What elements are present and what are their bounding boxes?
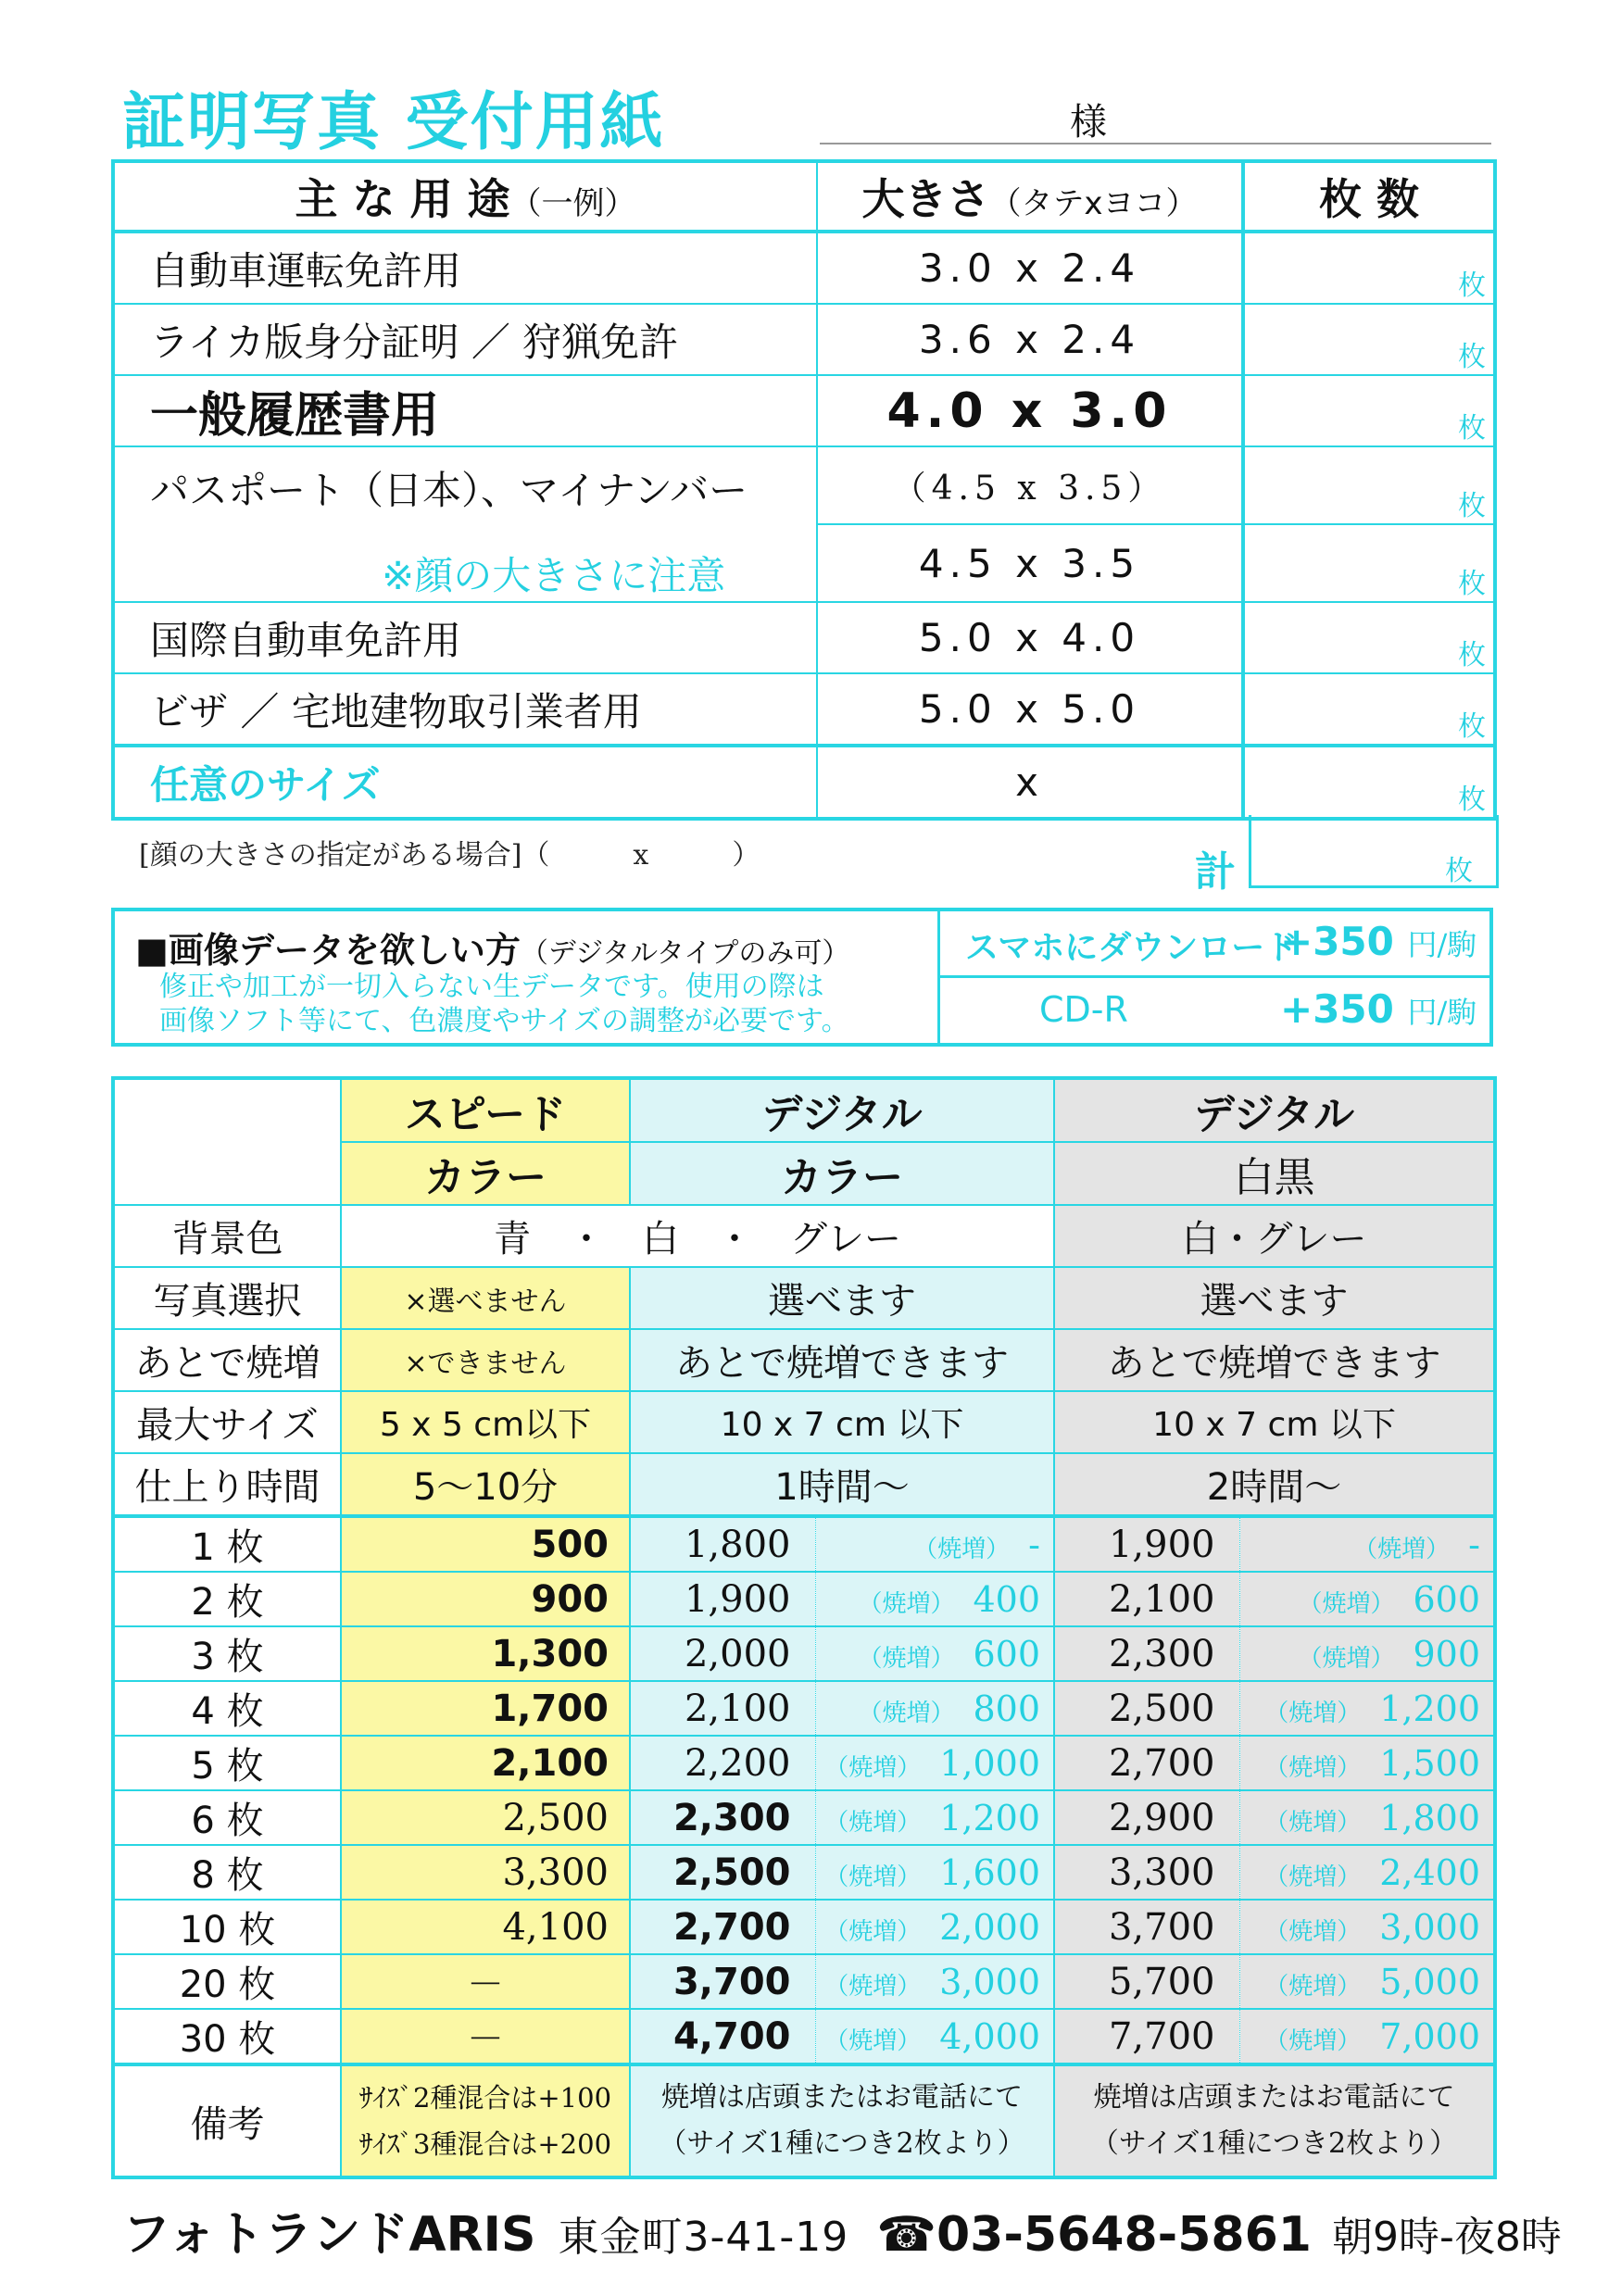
- qty-label: 2 枚: [113, 1572, 341, 1626]
- custom-size-field[interactable]: x: [817, 746, 1243, 819]
- digital-extra: （焼増） 1,600: [815, 1845, 1054, 1900]
- size-table: [111, 159, 1497, 821]
- speed-price: 3,300: [341, 1845, 630, 1900]
- size-value: 3.6 x 2.4: [817, 304, 1243, 375]
- attr-label: 最大サイズ: [113, 1391, 341, 1453]
- bw-price: 2,500: [1054, 1681, 1239, 1736]
- bw-extra: （焼増） 1,800: [1239, 1790, 1495, 1845]
- bw-value: 選べます: [1054, 1267, 1495, 1329]
- digital-data-heading: ■画像データを欲しい方（デジタルタイプのみ可）: [135, 930, 850, 971]
- digital-extra: （焼増） 4,000: [815, 2009, 1054, 2064]
- speed-value: 5～10分: [341, 1453, 630, 1516]
- size-row: [113, 304, 1495, 375]
- page-title: 証明写真 受付用紙: [122, 86, 665, 159]
- qty-row: [113, 2009, 1495, 2064]
- count-field[interactable]: 枚: [1243, 375, 1495, 446]
- speed-value: ×選べません: [341, 1267, 630, 1329]
- shop-footer: [122, 2195, 1562, 2265]
- col-speed-subtitle: カラー: [341, 1142, 630, 1205]
- digital-extra: （焼増） 600: [815, 1626, 1054, 1681]
- price-table: [111, 1076, 1497, 2179]
- speed-price: －: [341, 1954, 630, 2009]
- bw-price: 2,700: [1054, 1736, 1239, 1790]
- digital-extra: （焼増） 2,000: [815, 1900, 1054, 1954]
- price-header-row-1: [113, 1078, 1495, 1142]
- bw-extra: （焼増） 1,200: [1239, 1681, 1495, 1736]
- speed-price: 2,100: [341, 1736, 630, 1790]
- bw-price: 5,700: [1054, 1954, 1239, 2009]
- qty-row: [113, 1900, 1495, 1954]
- bw-price: 2,100: [1054, 1572, 1239, 1626]
- digital-price: 1,900: [630, 1572, 815, 1626]
- digital-data-description: 修正や加工が一切入らない生データです。使用の際は: [159, 971, 824, 1003]
- bw-extra: （焼増） 3,000: [1239, 1900, 1495, 1954]
- digital-price: 2,100: [630, 1681, 815, 1736]
- qty-label: 5 枚: [113, 1736, 341, 1790]
- attr-row: [113, 1205, 1495, 1267]
- use-label: 国際自動車免許用: [113, 602, 817, 673]
- attr-label: 仕上り時間: [113, 1453, 341, 1516]
- digital-price: 2,200: [630, 1736, 815, 1790]
- bw-extra: （焼増） -: [1239, 1516, 1495, 1572]
- face-size-spec-field[interactable]: [顔の大きさの指定がある場合]（ x ）: [139, 839, 760, 872]
- blank-header: [113, 1078, 341, 1205]
- size-value: （4.5 x 3.5）: [817, 446, 1243, 524]
- speed-value: 5 x 5 cm以下: [341, 1391, 630, 1453]
- size-table-header: [113, 161, 1495, 232]
- bw-extra: （焼増） 900: [1239, 1626, 1495, 1681]
- qty-label: 30 枚: [113, 2009, 341, 2064]
- attr-row: [113, 1329, 1495, 1391]
- face-size-notice: ※顔の大きさに注意: [382, 553, 726, 598]
- col-bw-subtitle: 白黒: [1054, 1142, 1495, 1205]
- speed-price: 4,100: [341, 1900, 630, 1954]
- notes-label: 備考: [113, 2064, 341, 2177]
- shop-phone: ☎03-5648-5861: [876, 2207, 1312, 2263]
- notes-row: [113, 2064, 1495, 2177]
- size-value: 5.0 x 5.0: [817, 673, 1243, 746]
- bw-price: 3,700: [1054, 1900, 1239, 1954]
- shop-hours: 朝9時-夜8時: [1331, 2214, 1562, 2261]
- use-label: ビザ ／ 宅地建物取引業者用: [113, 673, 817, 746]
- count-field[interactable]: 枚: [1243, 232, 1495, 304]
- qty-row: [113, 1681, 1495, 1736]
- option-cd-r[interactable]: CD-R: [1039, 989, 1128, 1030]
- option-smartphone-download[interactable]: スマホにダウンロード: [965, 929, 1299, 967]
- digital-extra: （焼増） -: [815, 1516, 1054, 1572]
- size-value: 4.0 x 3.0: [817, 375, 1243, 446]
- count-field[interactable]: 枚: [1243, 524, 1495, 602]
- option-price: +350 円/駒: [1280, 919, 1477, 964]
- bw-extra: （焼増） 7,000: [1239, 2009, 1495, 2064]
- qty-row: [113, 1954, 1495, 2009]
- digital-price: 1,800: [630, 1516, 815, 1572]
- digital-value: あとで焼増できます: [630, 1329, 1054, 1391]
- count-field[interactable]: 枚: [1243, 673, 1495, 746]
- bw-price: 2,900: [1054, 1790, 1239, 1845]
- bw-price: 7,700: [1054, 2009, 1239, 2064]
- bw-extra: （焼増） 2,400: [1239, 1845, 1495, 1900]
- col-digital-title: デジタル: [630, 1078, 1054, 1142]
- bw-notes: 焼増は店頭またはお電話にて （サイズ1種につき2枚より）: [1054, 2064, 1495, 2177]
- size-value: 3.0 x 2.4: [817, 232, 1243, 304]
- qty-label: 3 枚: [113, 1626, 341, 1681]
- use-label: パスポート（日本）、マイナンバー: [150, 468, 748, 513]
- shop-name: フォトランドARIS: [122, 2207, 536, 2263]
- qty-row: [113, 1516, 1495, 1572]
- option-price: +350 円/駒: [1280, 986, 1477, 1032]
- size-row: [113, 375, 1495, 446]
- digital-price: 3,700: [630, 1954, 815, 2009]
- count-field[interactable]: 枚: [1243, 446, 1495, 524]
- speed-price: 1,700: [341, 1681, 630, 1736]
- count-field[interactable]: 枚: [1243, 602, 1495, 673]
- speed-value: ×できません: [341, 1329, 630, 1391]
- qty-row: [113, 1626, 1495, 1681]
- speed-notes: ｻｲｽﾞ2種混合は+100 ｻｲｽﾞ3種混合は+200: [341, 2064, 630, 2177]
- digital-price: 2,500: [630, 1845, 815, 1900]
- qty-label: 20 枚: [113, 1954, 341, 2009]
- digital-value: 選べます: [630, 1267, 1054, 1329]
- header-count: 枚 数: [1243, 161, 1495, 232]
- size-row: [113, 232, 1495, 304]
- digital-price: 2,300: [630, 1790, 815, 1845]
- qty-row: [113, 1736, 1495, 1790]
- attr-row: [113, 1391, 1495, 1453]
- attr-label: 背景色: [113, 1205, 341, 1267]
- attr-row: [113, 1267, 1495, 1329]
- qty-label: 10 枚: [113, 1900, 341, 1954]
- header-size: 大きさ（タテxヨコ）: [817, 161, 1243, 232]
- customer-name-field[interactable]: [820, 143, 1491, 144]
- bw-extra: （焼増） 5,000: [1239, 1954, 1495, 2009]
- speed-price: 2,500: [341, 1790, 630, 1845]
- total-unit: 枚: [1445, 855, 1473, 887]
- speed-price: 1,300: [341, 1626, 630, 1681]
- digital-value: 1時間～: [630, 1453, 1054, 1516]
- qty-label: 1 枚: [113, 1516, 341, 1572]
- digital-extra: （焼増） 3,000: [815, 1954, 1054, 2009]
- speed-price: 900: [341, 1572, 630, 1626]
- qty-label: 8 枚: [113, 1845, 341, 1900]
- count-field[interactable]: 枚: [1243, 304, 1495, 375]
- attr-label: 写真選択: [113, 1267, 341, 1329]
- size-value: 4.5 x 3.5: [817, 524, 1243, 602]
- digital-price: 2,000: [630, 1626, 815, 1681]
- bw-price: 2,300: [1054, 1626, 1239, 1681]
- bw-extra: （焼増） 1,500: [1239, 1736, 1495, 1790]
- bw-value: 2時間～: [1054, 1453, 1495, 1516]
- speed-price: 500: [341, 1516, 630, 1572]
- size-row: [113, 673, 1495, 746]
- bw-value: 10 x 7 cm 以下: [1054, 1391, 1495, 1453]
- col-digital-subtitle: カラー: [630, 1142, 1054, 1205]
- speed-price: －: [341, 2009, 630, 2064]
- use-label: 自動車運転免許用: [113, 232, 817, 304]
- qty-row: [113, 1845, 1495, 1900]
- digital-data-description: 画像ソフト等にて、色濃度やサイズの調整が必要です。: [159, 1005, 849, 1037]
- bw-background-options: 白・グレー: [1054, 1205, 1495, 1267]
- bw-value: あとで焼増できます: [1054, 1329, 1495, 1391]
- digital-value: 10 x 7 cm 以下: [630, 1391, 1054, 1453]
- use-label: 一般履歴書用: [113, 375, 817, 446]
- digital-extra: （焼増） 400: [815, 1572, 1054, 1626]
- header-use: 主 な 用 途（一例）: [113, 161, 817, 232]
- digital-price: 4,700: [630, 2009, 815, 2064]
- size-row: [113, 446, 1495, 524]
- digital-extra: （焼増） 1,200: [815, 1790, 1054, 1845]
- divider: [937, 975, 1493, 978]
- total-label: 計: [1195, 848, 1236, 896]
- use-label-passport: [113, 446, 817, 602]
- digital-price: 2,700: [630, 1900, 815, 1954]
- digital-extra: （焼増） 1,000: [815, 1736, 1054, 1790]
- size-value: 5.0 x 4.0: [817, 602, 1243, 673]
- attr-row: [113, 1453, 1495, 1516]
- bw-extra: （焼増） 600: [1239, 1572, 1495, 1626]
- size-row: [113, 746, 1495, 819]
- qty-label: 4 枚: [113, 1681, 341, 1736]
- bw-price: 3,300: [1054, 1845, 1239, 1900]
- shop-address: 東金町3-41-19: [558, 2214, 849, 2261]
- customer-name-suffix: 様: [1070, 101, 1107, 144]
- bw-price: 1,900: [1054, 1516, 1239, 1572]
- qty-row: [113, 1572, 1495, 1626]
- digital-extra: （焼増） 800: [815, 1681, 1054, 1736]
- col-speed-title: スピード: [341, 1078, 630, 1142]
- use-label-custom: 任意のサイズ: [113, 746, 817, 819]
- qty-row: [113, 1790, 1495, 1845]
- background-color-options: 青 ・ 白 ・ グレー: [341, 1205, 1054, 1267]
- use-label: ライカ版身分証明 ／ 狩猟免許: [113, 304, 817, 375]
- count-field[interactable]: 枚: [1243, 746, 1495, 819]
- attr-label: あとで焼増: [113, 1329, 341, 1391]
- digital-notes: 焼増は店頭またはお電話にて （サイズ1種につき2枚より）: [630, 2064, 1054, 2177]
- qty-label: 6 枚: [113, 1790, 341, 1845]
- size-row: [113, 602, 1495, 673]
- col-bw-title: デジタル: [1054, 1078, 1495, 1142]
